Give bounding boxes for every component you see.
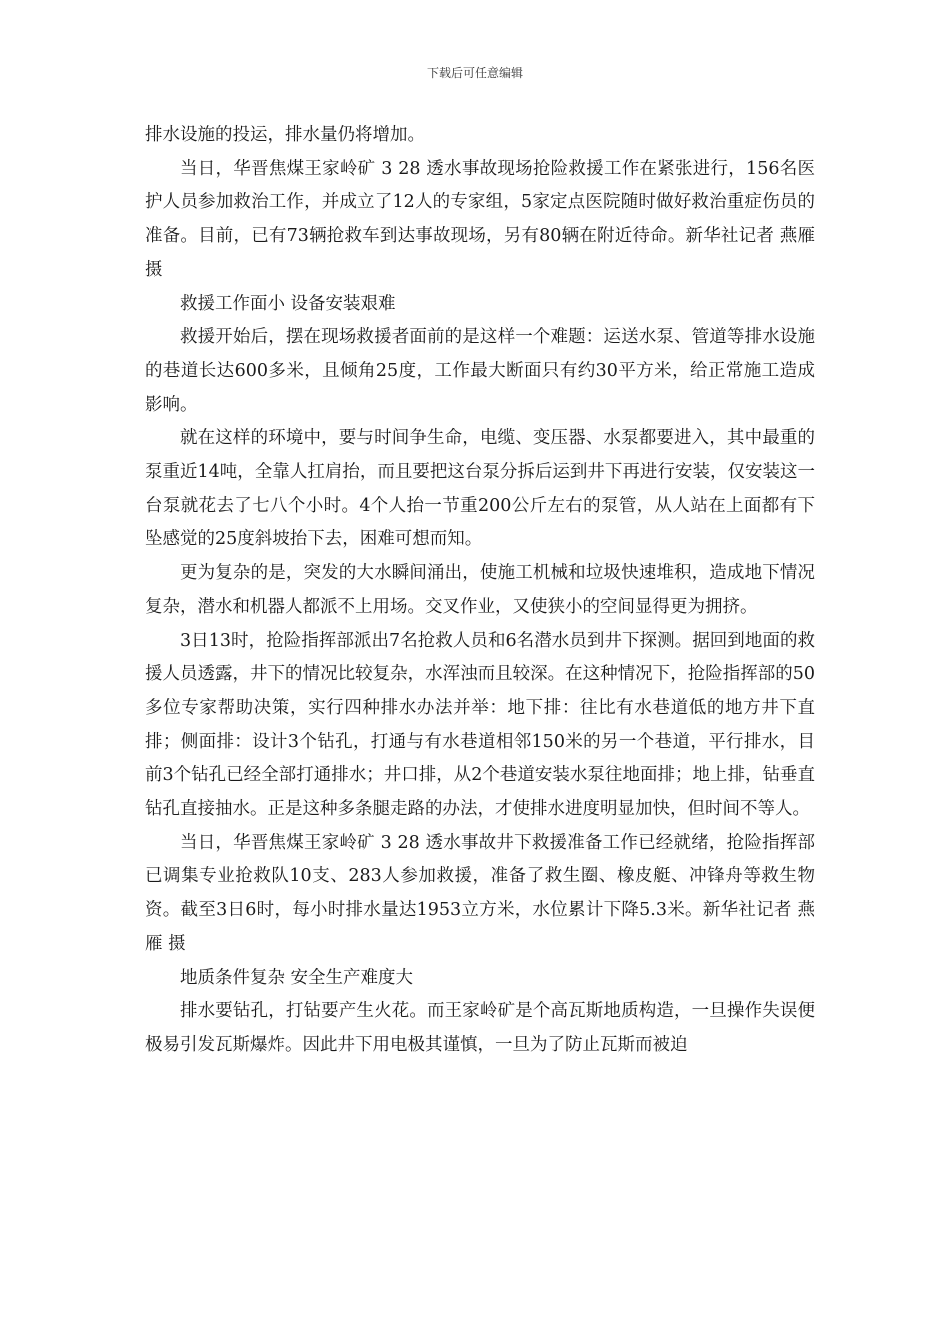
article-body: [145, 119, 815, 1063]
paragraph: 更为复杂的是，突发的大水瞬间涌出，使施工机械和垃圾快速堆积，造成地下情况复杂，潜水和机器人都派不上用场。交叉作业，又使狭小的空间显得更为拥挤。: [145, 563, 815, 617]
paragraph: 就在这样的环境中，要与时间争生命，电缆、变压器、水泵都要进入，其中最重的泵重近14吨，全靠人扛肩抬，而且要把这台泵分拆后运到井下再进行安装，仅安装这一台泵就花去了七八个小时。4个人抬一节重200公斤左右的泵管，从人站在上面都有下坠感觉的25度斜坡抬下去，困难可想而知。: [145, 428, 815, 550]
paragraph: 当日，华晋焦煤王家岭矿 3 28 透水事故井下救援准备工作已经就绪，抢险指挥部已调集专业抢救队10支、283人参加救援，准备了救生圈、橡皮艇、冲锋舟等救生物资。截至3日6时，每小时排水量达1953立方米，水位累计下降5.3米。新华社记者 燕雁 摄: [145, 832, 815, 954]
section-heading: 地质条件复杂 安全生产难度大: [180, 967, 414, 988]
paragraph: 排水要钻孔，打钻要产生火花。而王家岭矿是个高瓦斯地质构造，一旦操作失误便极易引发瓦斯爆炸。因此井下用电极其谨慎，一旦为了防止瓦斯而被迫: [145, 1001, 815, 1055]
paragraph: 当日，华晋焦煤王家岭矿 3 28 透水事故现场抢险救援工作在紧张进行，156名医护人员参加救治工作，并成立了12人的专家组，5家定点医院随时做好救治重症伤员的准备。目前，已有73辆抢救车到达事故现场，另有80辆在附近待命。新华社记者 燕雁 摄: [145, 158, 815, 280]
paragraph: 救援开始后，摆在现场救援者面前的是这样一个难题：运送水泵、管道等排水设施的巷道长达600多米，且倾角25度，工作最大断面只有约30平方米，给正常施工造成影响。: [145, 327, 815, 415]
section-heading: 救援工作面小 设备安装艰难: [180, 293, 396, 314]
header-note: 下载后可任意编辑: [426, 66, 523, 80]
paragraph: 3日13时，抢险指挥部派出7名抢救人员和6名潜水员到井下探测。据回到地面的救援人员透露，井下的情况比较复杂，水浑浊而且较深。在这种情况下，抢险指挥部的50多位专家帮助决策，实行四种排水办法并举：地下排：往比有水巷道低的地方井下直排；侧面排：设计3个钻孔，打通与有水巷道相邻150米的另一个巷道，平行排水，目前3个钻孔已经全部打通排水；井口排，从2个巷道安装水泵往地面排；地上排，钻垂直钻孔直接抽水。正是这种多条腿走路的办法，才使排水进度明显加快，但时间不等人。: [145, 630, 815, 820]
paragraph-continuation: 排水设施的投运，排水量仍将增加。: [145, 125, 425, 145]
